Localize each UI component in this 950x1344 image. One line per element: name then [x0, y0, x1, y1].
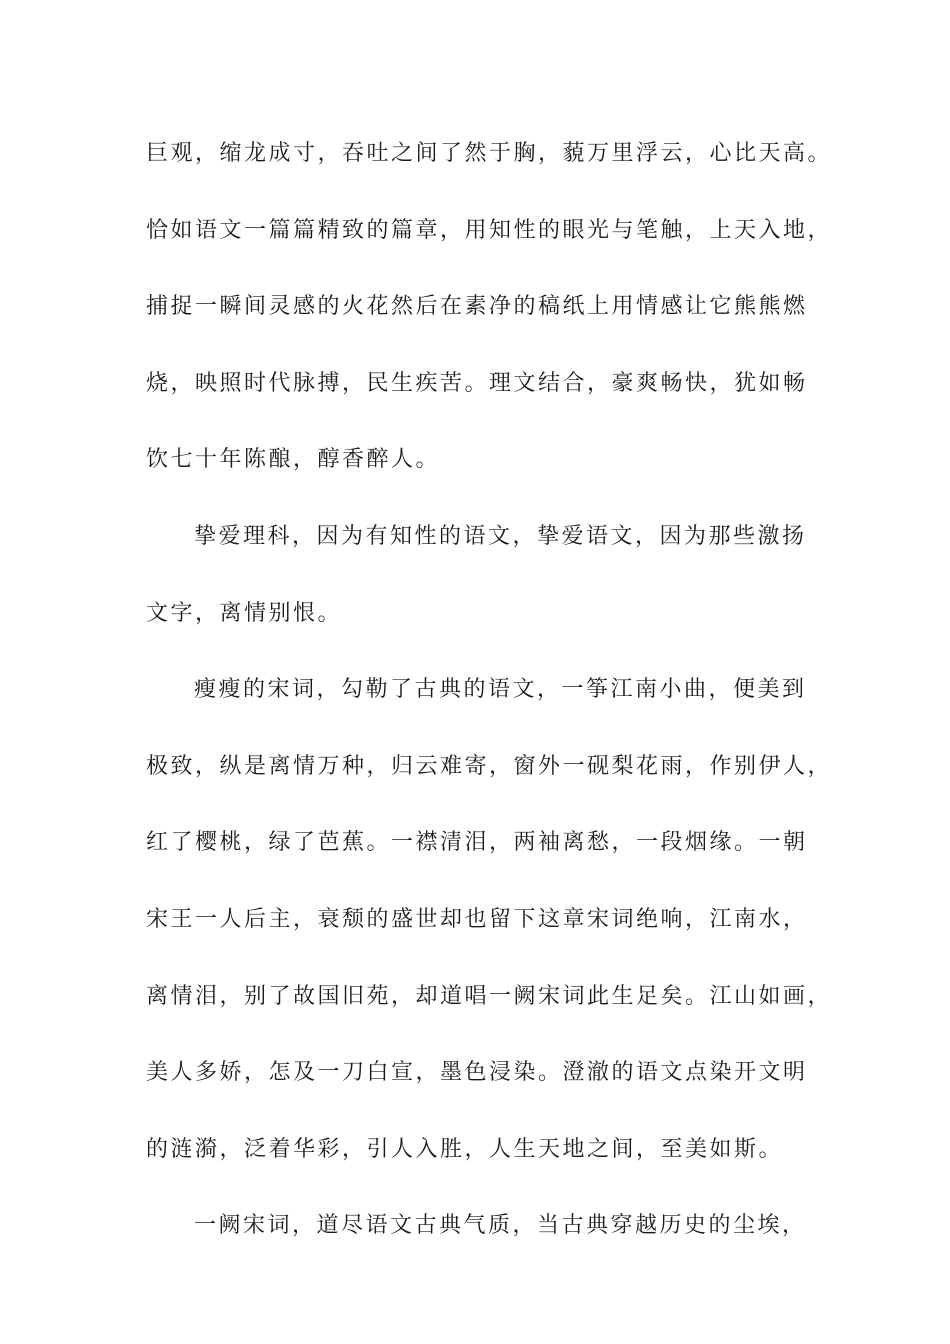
- text-line: 捕捉一瞬间灵感的火花然后在素净的稿纸上用情感让它熊熊燃: [146, 294, 808, 320]
- text-line: 离情泪，别了故国旧苑，却道唱一阙宋词此生足矣。江山如画，: [146, 983, 833, 1009]
- text-line: 文字，离情别恨。: [146, 600, 343, 626]
- text-line: 极致，纵是离情万种，归云难寄，窗外一砚梨花雨，作别伊人，: [146, 753, 833, 779]
- paragraph-start-line: 瘦瘦的宋词，勾勒了古典的语文，一筝江南小曲，便美到: [194, 677, 807, 703]
- paragraph-start-line: 一阙宋词，道尽语文古典气质，当古典穿越历史的尘埃，: [194, 1213, 807, 1239]
- document-body: [146, 128, 833, 1277]
- paragraph-start-line: 挚爱理科，因为有知性的语文，挚爱语文，因为那些激扬: [194, 523, 807, 549]
- text-line: 恰如语文一篇篇精致的篇章，用知性的眼光与笔触，上天入地，: [146, 217, 833, 243]
- text-line: 宋王一人后主，衰颓的盛世却也留下这章宋词绝响，江南水，: [146, 906, 808, 932]
- text-line: 的涟漪，泛着华彩，引人入胜，人生天地之间，至美如斯。: [146, 1136, 784, 1162]
- text-line: 红了樱桃，绿了芭蕉。一襟清泪，两袖离愁，一段烟缘。一朝: [146, 830, 808, 856]
- text-line: 美人多娇，怎及一刀白宣，墨色浸染。澄澈的语文点染开文明: [146, 1060, 808, 1086]
- text-line: 烧，映照时代脉搏，民生疾苦。理文结合，豪爽畅快，犹如畅: [146, 370, 808, 396]
- text-line: 饮七十年陈酿，醇香醉人。: [146, 447, 441, 473]
- text-line: 巨观，缩龙成寸，吞吐之间了然于胸，藐万里浮云，心比天高。: [146, 141, 833, 166]
